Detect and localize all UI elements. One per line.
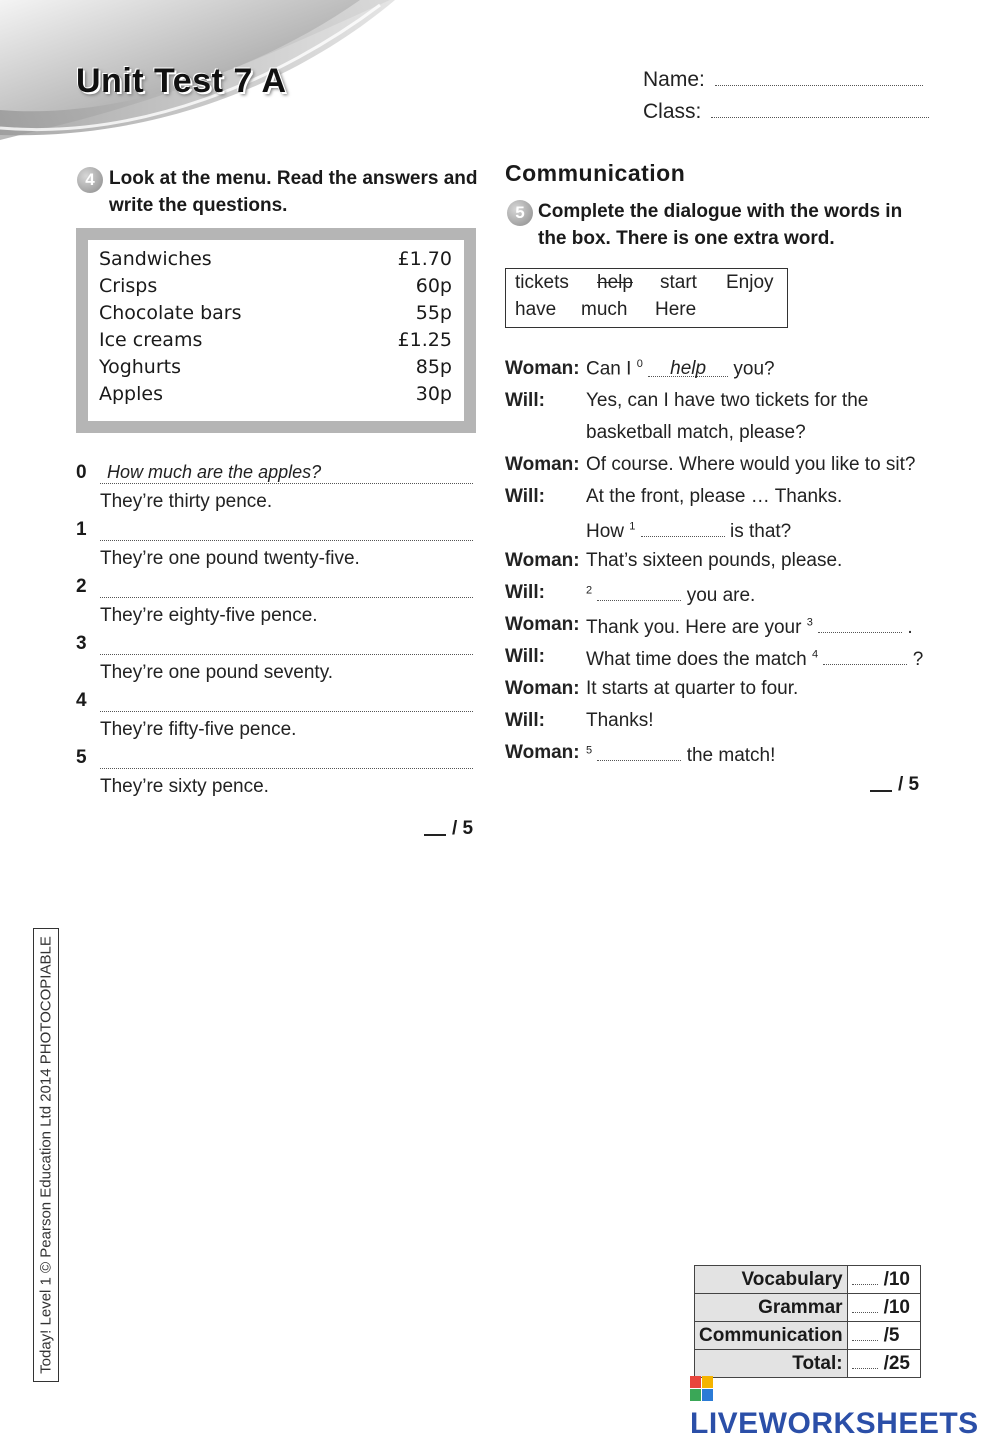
menu-price: 55p [415, 302, 452, 324]
word-option: tickets [515, 272, 569, 293]
exercise-5-instruction: Complete the dialogue with the words in the box. There is one extra word. [538, 201, 903, 249]
menu-row [99, 356, 452, 383]
name-input-line[interactable] [715, 85, 923, 86]
score-input[interactable] [852, 1284, 878, 1285]
menu-item: Apples [99, 383, 163, 405]
name-label: Name: [643, 68, 705, 91]
exercise-4-score: / 5 [424, 818, 473, 840]
menu-price: 60p [415, 275, 452, 297]
section-title-communication: Communication [505, 160, 686, 186]
score-input[interactable] [852, 1340, 878, 1341]
gap-input[interactable] [641, 518, 725, 537]
menu-box-inner [88, 240, 464, 421]
score-max: /10 [883, 1268, 910, 1290]
class-label: Class: [643, 100, 702, 123]
table-row [695, 1322, 921, 1350]
question-answer: They’re one pound seventy. [100, 662, 334, 683]
gap-number: 4 [812, 648, 819, 661]
menu-box [76, 228, 476, 433]
speaker-label: Will: [505, 390, 545, 411]
gap-input[interactable] [818, 614, 902, 633]
question-number: 4 [76, 690, 87, 711]
gap-input[interactable] [823, 646, 907, 665]
word-box [505, 268, 788, 328]
menu-row [99, 383, 452, 410]
question-answer: They’re thirty pence. [100, 491, 273, 512]
score-label: Total: [695, 1350, 848, 1378]
gap-number: 0 [636, 358, 643, 370]
score-blank[interactable] [424, 834, 446, 836]
question-input-line[interactable] [100, 518, 473, 541]
word-option: start [660, 272, 697, 293]
question-number: 1 [76, 519, 87, 540]
gap-number: 2 [586, 584, 593, 597]
menu-item: Chocolate bars [99, 302, 242, 324]
speaker-label: Will: [505, 486, 545, 507]
score-label: Grammar [695, 1294, 848, 1322]
speaker-label: Will: [505, 646, 545, 667]
speaker-label: Woman: [505, 358, 580, 379]
score-label: Communication [695, 1322, 848, 1350]
gap-input[interactable] [597, 582, 681, 601]
exercise-4-instruction: Look at the menu. Read the answers and write the questions. [109, 168, 478, 216]
liveworksheets-watermark[interactable]: LIVEWORKSHEETS [690, 1373, 1000, 1441]
question-input-line[interactable] [100, 746, 473, 769]
gap-number: 3 [806, 616, 813, 629]
question-number: 3 [76, 633, 87, 654]
score-max: /25 [883, 1352, 910, 1374]
liveworksheets-logo-icon [690, 1376, 714, 1402]
question-input-line[interactable] [100, 632, 473, 655]
score-max: /10 [883, 1296, 910, 1318]
table-row [695, 1294, 921, 1322]
menu-row [99, 275, 452, 302]
question-input-line[interactable] [100, 689, 473, 712]
speaker-label: Woman: [505, 454, 580, 475]
speaker-label: Woman: [505, 742, 580, 763]
question-input-line[interactable] [100, 575, 473, 598]
name-field[interactable] [643, 68, 923, 92]
menu-row [99, 248, 452, 275]
menu-price: 85p [415, 356, 452, 378]
speaker-label: Woman: [505, 678, 580, 699]
score-max: /5 [883, 1324, 900, 1346]
question-answer: They’re sixty pence. [100, 776, 269, 797]
word-option: Here [655, 299, 697, 320]
exercise-5-badge: 5 [507, 200, 533, 226]
menu-price: £1.70 [397, 248, 452, 270]
page-title: Unit Test 7 A [76, 62, 287, 100]
gap-number: 5 [586, 744, 593, 757]
question-answer: They’re one pound twenty-five. [100, 548, 360, 569]
table-row [695, 1266, 921, 1294]
question-number: 0 [76, 462, 87, 483]
menu-price: £1.25 [397, 329, 452, 351]
question-answer: They’re eighty-five pence. [100, 605, 318, 626]
score-input[interactable] [852, 1368, 878, 1369]
gap-input[interactable] [597, 742, 681, 761]
gap-number: 1 [629, 520, 636, 533]
menu-item: Ice creams [99, 329, 203, 351]
menu-item: Crisps [99, 275, 158, 297]
menu-item: Sandwiches [99, 248, 212, 270]
exercise-5-score: / 5 [870, 774, 919, 796]
class-field[interactable] [643, 100, 929, 124]
menu-row [99, 302, 452, 329]
score-input[interactable] [852, 1312, 878, 1313]
speaker-label: Will: [505, 582, 545, 603]
question-answer: They’re fifty-five pence. [100, 719, 297, 740]
class-input-line[interactable] [711, 117, 929, 118]
menu-price: 30p [415, 383, 452, 405]
copyright-footer: Today! Level 1 © Pearson Education Ltd 2014 PHOTOCOPIABLE [33, 928, 59, 1382]
speaker-label: Woman: [505, 614, 580, 635]
speaker-label: Will: [505, 710, 545, 731]
menu-item: Yoghurts [99, 356, 182, 378]
gap-example-fill: help [648, 358, 728, 377]
word-option: have [515, 299, 557, 320]
score-summary-table [694, 1265, 921, 1378]
menu-row [99, 329, 452, 356]
word-option-used: help [597, 272, 633, 293]
question-number: 2 [76, 576, 87, 597]
question-number: 5 [76, 747, 87, 768]
speaker-label: Woman: [505, 550, 580, 571]
score-blank[interactable] [870, 790, 892, 792]
word-option: Enjoy [726, 272, 774, 293]
word-option: much [581, 299, 628, 320]
example-question: How much are the apples? [107, 462, 322, 482]
exercise-4-badge: 4 [77, 167, 103, 193]
score-label: Vocabulary [695, 1266, 848, 1294]
